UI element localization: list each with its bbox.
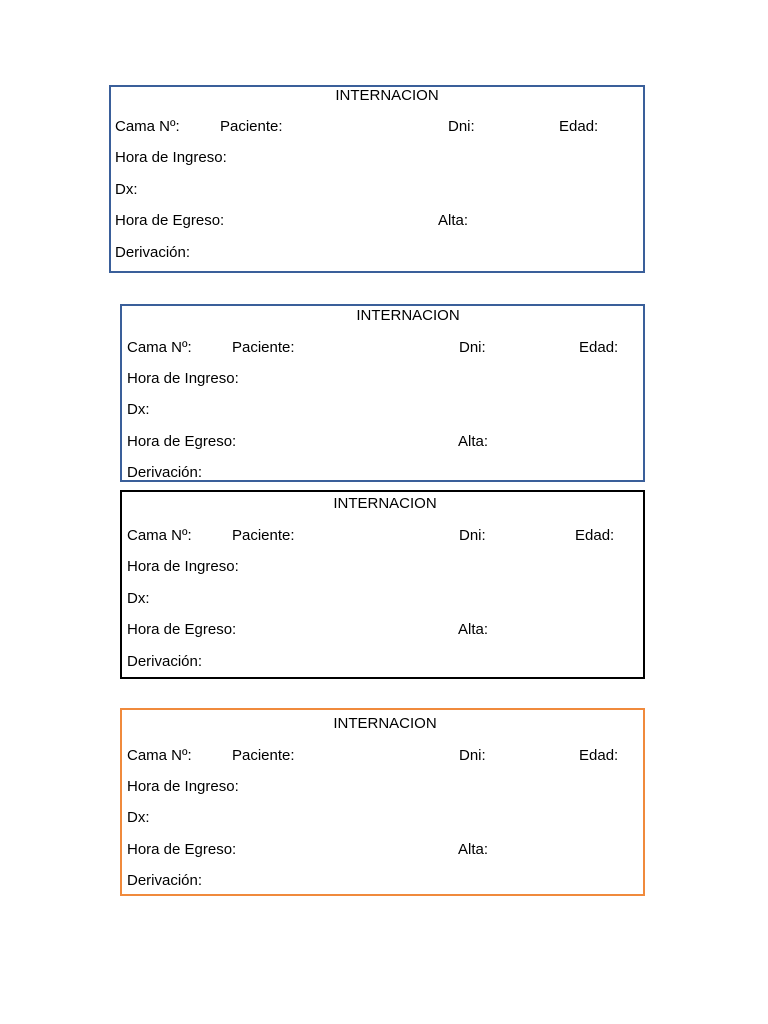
hora-ingreso-label: Hora de Ingreso: <box>115 149 227 166</box>
internacion-form-2 <box>120 304 645 482</box>
cama-label: Cama Nº: <box>115 118 180 135</box>
hora-ingreso-label: Hora de Ingreso: <box>127 778 239 795</box>
dx-label: Dx: <box>115 181 138 198</box>
hora-ingreso-label: Hora de Ingreso: <box>127 370 239 387</box>
alta-label: Alta: <box>458 433 489 450</box>
dx-label: Dx: <box>127 590 150 607</box>
dx-label: Dx: <box>127 401 150 418</box>
derivacion-label: Derivación: <box>127 872 203 889</box>
dni-label: Dni: <box>459 339 486 356</box>
paciente-label: Paciente: <box>232 527 295 544</box>
hora-ingreso-label: Hora de Ingreso: <box>127 558 239 575</box>
alta-label: Alta: <box>438 212 469 229</box>
cama-label: Cama Nº: <box>127 339 192 356</box>
alta-label: Alta: <box>458 621 489 638</box>
paciente-label: Paciente: <box>232 747 295 764</box>
internacion-form-4 <box>120 708 645 896</box>
edad-label: Edad: <box>579 339 619 356</box>
dx-label: Dx: <box>127 809 150 826</box>
internacion-form-3 <box>120 490 645 679</box>
derivacion-label: Derivación: <box>127 653 203 670</box>
paciente-label: Paciente: <box>220 118 283 135</box>
form-title: INTERNACION <box>335 87 439 104</box>
form-title: INTERNACION <box>333 495 437 512</box>
hora-egreso-label: Hora de Egreso: <box>127 841 237 858</box>
cama-label: Cama Nº: <box>127 527 192 544</box>
hora-egreso-label: Hora de Egreso: <box>127 621 237 638</box>
derivacion-label: Derivación: <box>115 244 191 261</box>
form-title: INTERNACION <box>333 715 437 732</box>
internacion-form-1 <box>109 85 645 273</box>
hora-egreso-label: Hora de Egreso: <box>115 212 225 229</box>
alta-label: Alta: <box>458 841 489 858</box>
dni-label: Dni: <box>459 527 486 544</box>
edad-label: Edad: <box>579 747 619 764</box>
hora-egreso-label: Hora de Egreso: <box>127 433 237 450</box>
dni-label: Dni: <box>459 747 486 764</box>
edad-label: Edad: <box>559 118 599 135</box>
paciente-label: Paciente: <box>232 339 295 356</box>
form-title: INTERNACION <box>356 307 460 324</box>
derivacion-label: Derivación: <box>127 464 203 481</box>
cama-label: Cama Nº: <box>127 747 192 764</box>
dni-label: Dni: <box>448 118 475 135</box>
edad-label: Edad: <box>575 527 615 544</box>
